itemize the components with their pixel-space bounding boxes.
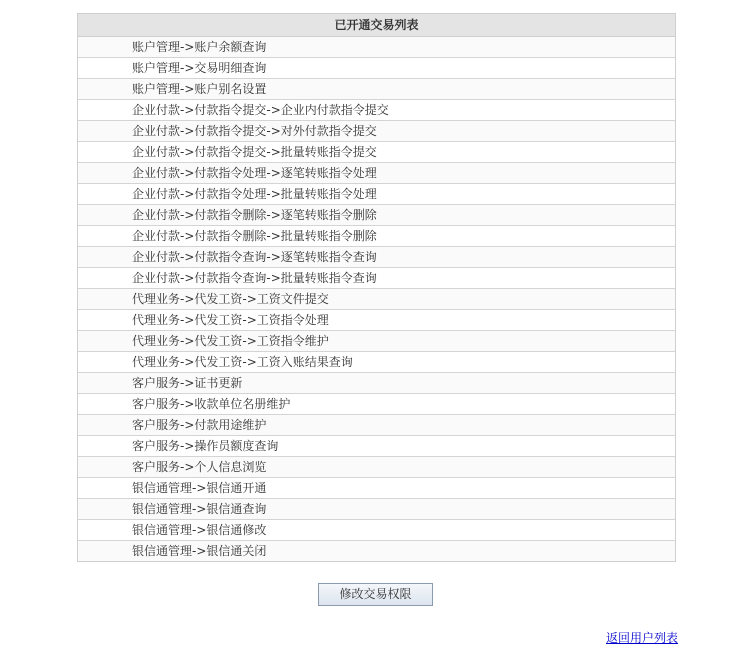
table-row: 客户服务->个人信息浏览 xyxy=(78,457,675,478)
table-row: 企业付款->付款指令提交->企业内付款指令提交 xyxy=(78,100,675,121)
enabled-transactions-table xyxy=(77,13,676,562)
table-row: 企业付款->付款指令处理->逐笔转账指令处理 xyxy=(78,163,675,184)
table-row: 银信通管理->银信通查询 xyxy=(78,499,675,520)
table-body xyxy=(78,37,675,561)
table-row: 企业付款->付款指令查询->批量转账指令查询 xyxy=(78,268,675,289)
table-row: 代理业务->代发工资->工资文件提交 xyxy=(78,289,675,310)
table-row: 企业付款->付款指令删除->逐笔转账指令删除 xyxy=(78,205,675,226)
table-row: 银信通管理->银信通修改 xyxy=(78,520,675,541)
table-row: 企业付款->付款指令查询->逐笔转账指令查询 xyxy=(78,247,675,268)
table-row: 账户管理->账户别名设置 xyxy=(78,79,675,100)
table-row: 企业付款->付款指令提交->批量转账指令提交 xyxy=(78,142,675,163)
table-row: 账户管理->交易明细查询 xyxy=(78,58,675,79)
table-title: 已开通交易列表 xyxy=(78,14,675,37)
table-row: 银信通管理->银信通关闭 xyxy=(78,541,675,561)
table-row: 企业付款->付款指令处理->批量转账指令处理 xyxy=(78,184,675,205)
table-row: 客户服务->操作员额度查询 xyxy=(78,436,675,457)
table-row: 客户服务->收款单位名册维护 xyxy=(78,394,675,415)
table-row: 客户服务->付款用途维护 xyxy=(78,415,675,436)
table-row: 代理业务->代发工资->工资指令维护 xyxy=(78,331,675,352)
table-row: 企业付款->付款指令删除->批量转账指令删除 xyxy=(78,226,675,247)
table-row: 企业付款->付款指令提交->对外付款指令提交 xyxy=(78,121,675,142)
modify-permissions-button[interactable]: 修改交易权限 xyxy=(318,583,433,606)
table-row: 客户服务->证书更新 xyxy=(78,373,675,394)
table-row: 账户管理->账户余额查询 xyxy=(78,37,675,58)
back-to-user-list-link[interactable]: 返回用户列表 xyxy=(606,631,679,645)
table-row: 代理业务->代发工资->工资指令处理 xyxy=(78,310,675,331)
table-row: 银信通管理->银信通开通 xyxy=(78,478,675,499)
table-row: 代理业务->代发工资->工资入账结果查询 xyxy=(78,352,675,373)
